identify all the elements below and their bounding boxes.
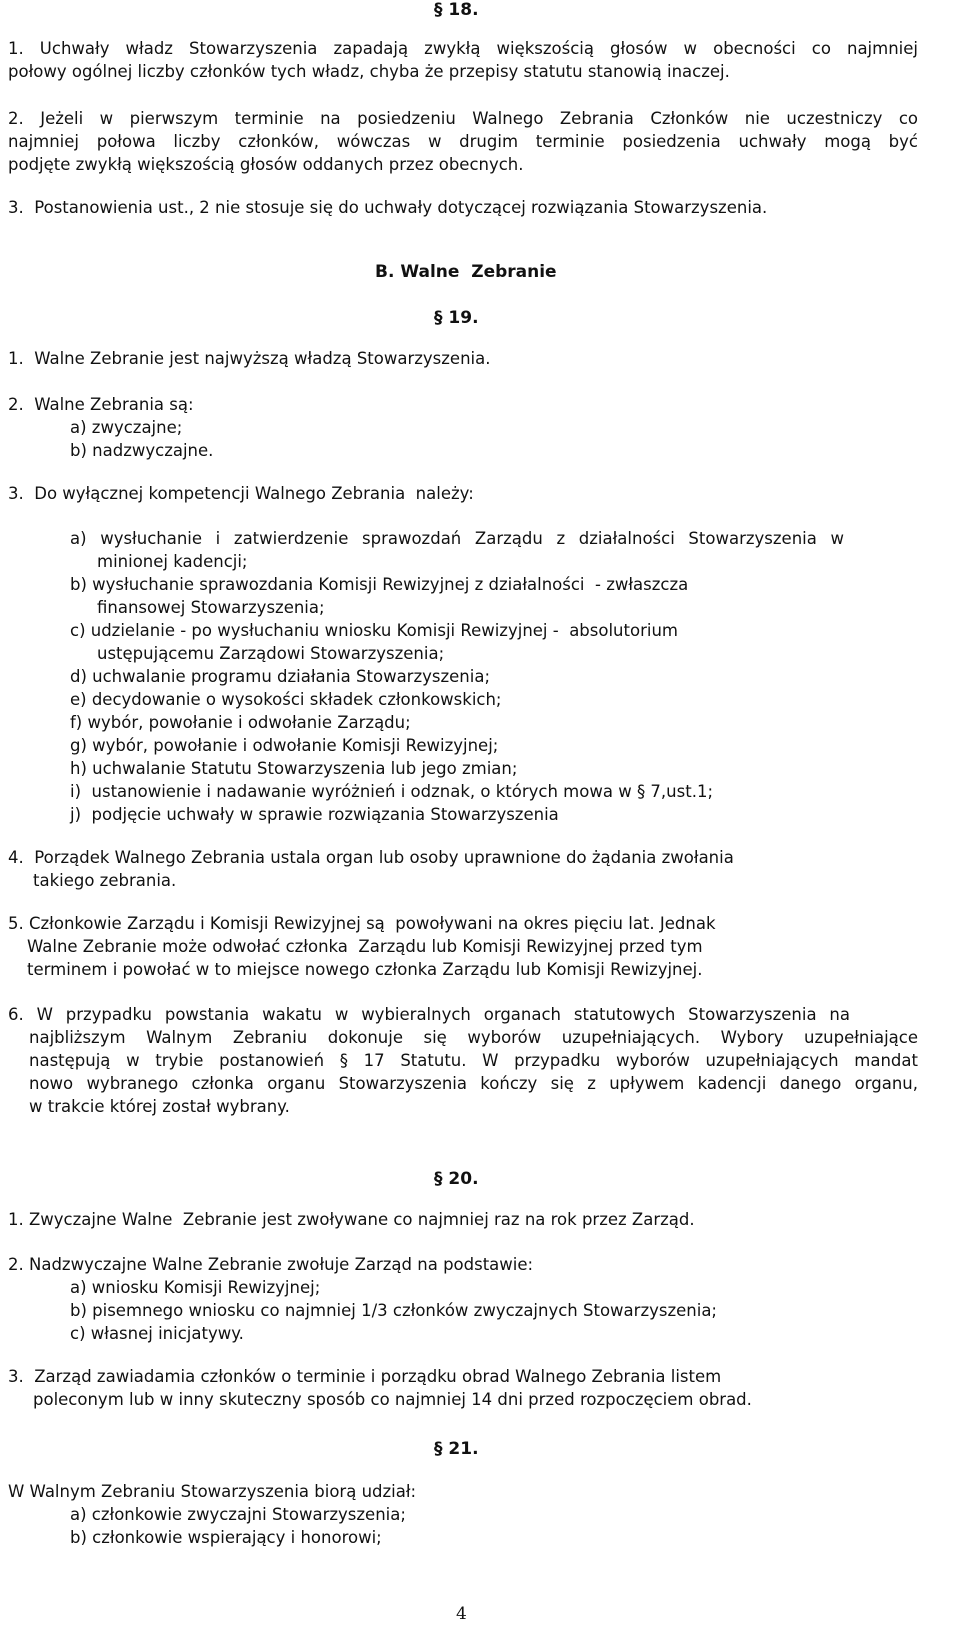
- paragraph-18-2-line-2: najmniej połowa liczby członków, wówczas w drugim terminie posiedzenia uchwały mogą być: [8, 132, 918, 151]
- paragraph-20-1: 1. Zwyczajne Walne Zebranie jest zwoływane co najmniej raz na rok przez Zarząd.: [8, 1210, 695, 1229]
- paragraph-20-2-c: c) własnej inicjatywy.: [70, 1324, 244, 1343]
- paragraph-20-2-a: a) wniosku Komisji Rewizyjnej;: [70, 1278, 321, 1297]
- list-item-19-3-b-line-1: b) wysłuchanie sprawozdania Komisji Rewizyjnej z działalności - zwłaszcza: [70, 575, 689, 594]
- paragraph-19-3: 3. Do wyłącznej kompetencji Walnego Zebrania należy:: [8, 484, 474, 503]
- paragraph-20-2-b: b) pisemnego wniosku co najmniej 1/3 członków zwyczajnych Stowarzyszenia;: [70, 1301, 717, 1320]
- list-item-19-3-h: h) uchwalanie Statutu Stowarzyszenia lub jego zmian;: [70, 759, 518, 778]
- list-item-19-3-a-line-1: a) wysłuchanie i zatwierdzenie sprawozdań Zarządu z działalności Stowarzyszenia w: [70, 529, 844, 548]
- paragraph-20-3-line-1: 3. Zarząd zawiadamia członków o terminie i porządku obrad Walnego Zebrania listem: [8, 1367, 722, 1386]
- paragraph-18-1-line-2: połowy ogólnej liczby członków tych władz, chyba że przepisy statutu stanowią inaczej.: [8, 62, 730, 81]
- list-item-19-3-j: j) podjęcie uchwały w sprawie rozwiązania Stowarzyszenia: [70, 805, 559, 824]
- paragraph-18-1-line-1: 1. Uchwały władz Stowarzyszenia zapadają zwykłą większością głosów w obecności co najmniej: [8, 39, 918, 58]
- list-item-19-3-c-line-2: ustępującemu Zarządowi Stowarzyszenia;: [97, 644, 445, 663]
- list-item-19-3-e: e) decydowanie o wysokości składek członkowskich;: [70, 690, 502, 709]
- paragraph-19-6-line-4: nowo wybranego członka organu Stowarzyszenia kończy się z upływem kadencji danego organu,: [29, 1074, 918, 1093]
- paragraph-18-2-line-1: 2. Jeżeli w pierwszym terminie na posiedzeniu Walnego Zebrania Członków nie uczestniczy co: [8, 109, 918, 128]
- list-item-19-3-c-line-1: c) udzielanie - po wysłuchaniu wniosku Komisji Rewizyjnej - absolutorium: [70, 621, 678, 640]
- paragraph-21-intro: W Walnym Zebraniu Stowarzyszenia biorą udział:: [8, 1482, 417, 1501]
- list-item-19-3-b-line-2: finansowej Stowarzyszenia;: [97, 598, 325, 617]
- list-item-19-3-d: d) uchwalanie programu działania Stowarzyszenia;: [70, 667, 491, 686]
- section-heading-20: § 20.: [434, 1169, 479, 1189]
- list-item-19-3-g: g) wybór, powołanie i odwołanie Komisji Rewizyjnej;: [70, 736, 499, 755]
- section-heading-21: § 21.: [434, 1439, 479, 1459]
- paragraph-19-4-line-2: takiego zebrania.: [33, 871, 177, 890]
- page-number: 4: [456, 1604, 467, 1624]
- paragraph-19-2: 2. Walne Zebrania są:: [8, 395, 194, 414]
- paragraph-19-5-line-3: terminem i powołać w to miejsce nowego członka Zarządu lub Komisji Rewizyjnej.: [27, 960, 703, 979]
- paragraph-19-2-a: a) zwyczajne;: [70, 418, 183, 437]
- paragraph-19-1: 1. Walne Zebranie jest najwyższą władzą Stowarzyszenia.: [8, 349, 491, 368]
- paragraph-19-6-line-2: najbliższym Walnym Zebraniu dokonuje się wyborów uzupełniających. Wybory uzupełniające: [29, 1028, 918, 1047]
- paragraph-21-b: b) członkowie wspierający i honorowi;: [70, 1528, 382, 1547]
- list-item-19-3-i: i) ustanowienie i nadawanie wyróżnień i odznak, o których mowa w § 7,ust.1;: [70, 782, 714, 801]
- paragraph-20-3-line-2: poleconym lub w inny skuteczny sposób co najmniej 14 dni przed rozpoczęciem obrad.: [33, 1390, 752, 1409]
- paragraph-19-4-line-1: 4. Porządek Walnego Zebrania ustala organ lub osoby uprawnione do żądania zwołania: [8, 848, 734, 867]
- section-heading-18: § 18.: [434, 0, 479, 20]
- paragraph-19-2-b: b) nadzwyczajne.: [70, 441, 214, 460]
- paragraph-19-6-line-3: następują w trybie postanowień § 17 Statutu. W przypadku wyborów uzupełniających mandat: [29, 1051, 918, 1070]
- paragraph-19-5-line-2: Walne Zebranie może odwołać członka Zarządu lub Komisji Rewizyjnej przed tym: [27, 937, 703, 956]
- list-item-19-3-a-line-2: minionej kadencji;: [97, 552, 248, 571]
- paragraph-18-3: 3. Postanowienia ust., 2 nie stosuje się do uchwały dotyczącej rozwiązania Stowarzyszenia.: [8, 198, 768, 217]
- paragraph-18-2-line-3: podjęte zwykłą większością głosów oddanych przez obecnych.: [8, 155, 524, 174]
- section-heading-19: § 19.: [434, 308, 479, 328]
- paragraph-19-5-line-1: 5. Członkowie Zarządu i Komisji Rewizyjnej są powoływani na okres pięciu lat. Jednak: [8, 914, 716, 933]
- paragraph-21-a: a) członkowie zwyczajni Stowarzyszenia;: [70, 1505, 406, 1524]
- paragraph-20-2: 2. Nadzwyczajne Walne Zebranie zwołuje Zarząd na podstawie:: [8, 1255, 534, 1274]
- paragraph-19-6-line-5: w trakcie której został wybrany.: [29, 1097, 290, 1116]
- paragraph-19-6-line-1: 6. W przypadku powstania wakatu w wybieralnych organach statutowych Stowarzyszenia na: [8, 1005, 850, 1024]
- list-item-19-3-f: f) wybór, powołanie i odwołanie Zarządu;: [70, 713, 411, 732]
- chapter-heading-b: B. Walne Zebranie: [375, 262, 557, 282]
